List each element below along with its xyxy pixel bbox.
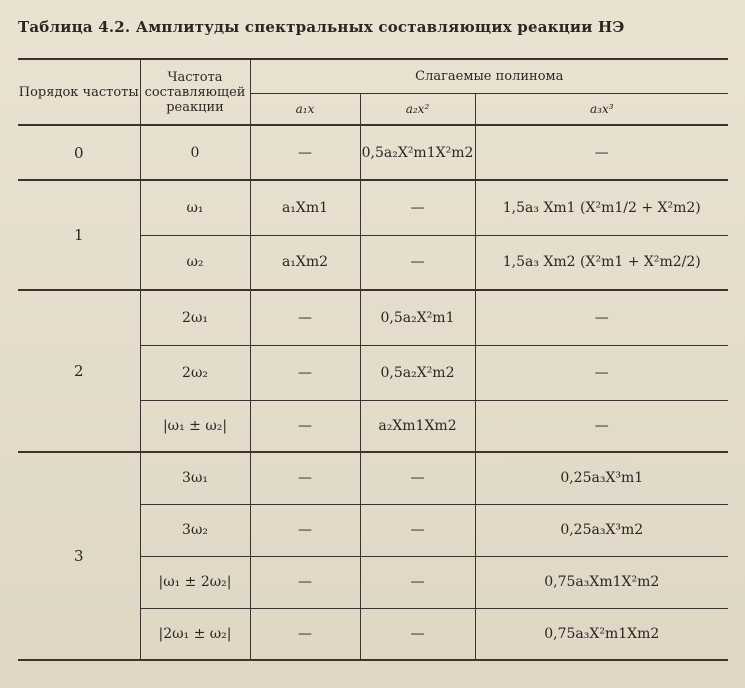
term3-cell: 0,75a₃Xm1X²m2	[475, 556, 728, 608]
freq-cell: 0	[140, 125, 250, 180]
order-3: 3	[18, 452, 140, 660]
term3-cell: —	[475, 345, 728, 400]
header-order: Порядок частоты	[18, 59, 140, 125]
term2-cell: —	[360, 180, 475, 235]
freq-cell: |ω₁ ± 2ω₂|	[140, 556, 250, 608]
term3-cell: —	[475, 125, 728, 180]
term1-cell: —	[250, 608, 360, 660]
term2-cell: —	[360, 452, 475, 504]
term3-cell: 0,25a₃X³m2	[475, 504, 728, 556]
term2-cell: 0,5a₂X²m1X²m2	[360, 125, 475, 180]
freq-cell: |ω₁ ± ω₂|	[140, 400, 250, 452]
term3-cell: —	[475, 290, 728, 345]
term1-cell: —	[250, 452, 360, 504]
freq-cell: ω₂	[140, 235, 250, 290]
header-poly-terms: Слагаемые полинома	[250, 59, 728, 93]
order-1: 1	[18, 180, 140, 290]
freq-cell: 2ω₁	[140, 290, 250, 345]
term1-cell: —	[250, 125, 360, 180]
order-2: 2	[18, 290, 140, 452]
term2-cell: —	[360, 608, 475, 660]
term3-cell: —	[475, 400, 728, 452]
term3-cell: 1,5a₃ Xm1 (X²m1/2 + X²m2)	[475, 180, 728, 235]
order-0: 0	[18, 125, 140, 180]
header-term-3: a₃x³	[475, 93, 728, 125]
term2-cell: —	[360, 556, 475, 608]
term2-cell: —	[360, 235, 475, 290]
table-caption	[18, 18, 733, 36]
caption-title: Амплитуды спектральных составляющих реакции НЭ	[135, 18, 625, 36]
term2-cell: a₂Xm1Xm2	[360, 400, 475, 452]
term1-cell: a₁Xm1	[250, 180, 360, 235]
caption-label: Таблица 4.2.	[18, 18, 131, 36]
term1-cell: —	[250, 556, 360, 608]
freq-cell: 3ω₁	[140, 452, 250, 504]
term1-cell: —	[250, 345, 360, 400]
term1-cell: a₁Xm2	[250, 235, 360, 290]
term3-cell: 1,5a₃ Xm2 (X²m1 + X²m2/2)	[475, 235, 728, 290]
term1-cell: —	[250, 400, 360, 452]
header-frequency: Частота составляющей реакции	[140, 59, 250, 125]
freq-cell: 2ω₂	[140, 345, 250, 400]
freq-cell: 3ω₂	[140, 504, 250, 556]
freq-cell: |2ω₁ ± ω₂|	[140, 608, 250, 660]
term2-cell: 0,5a₂X²m1	[360, 290, 475, 345]
term3-cell: 0,25a₃X³m1	[475, 452, 728, 504]
term1-cell: —	[250, 290, 360, 345]
term2-cell: —	[360, 504, 475, 556]
term1-cell: —	[250, 504, 360, 556]
freq-cell: ω₁	[140, 180, 250, 235]
term2-cell: 0,5a₂X²m2	[360, 345, 475, 400]
spectral-table	[18, 58, 728, 661]
header-term-2: a₂x²	[360, 93, 475, 125]
header-term-1: a₁x	[250, 93, 360, 125]
term3-cell: 0,75a₃X²m1Xm2	[475, 608, 728, 660]
